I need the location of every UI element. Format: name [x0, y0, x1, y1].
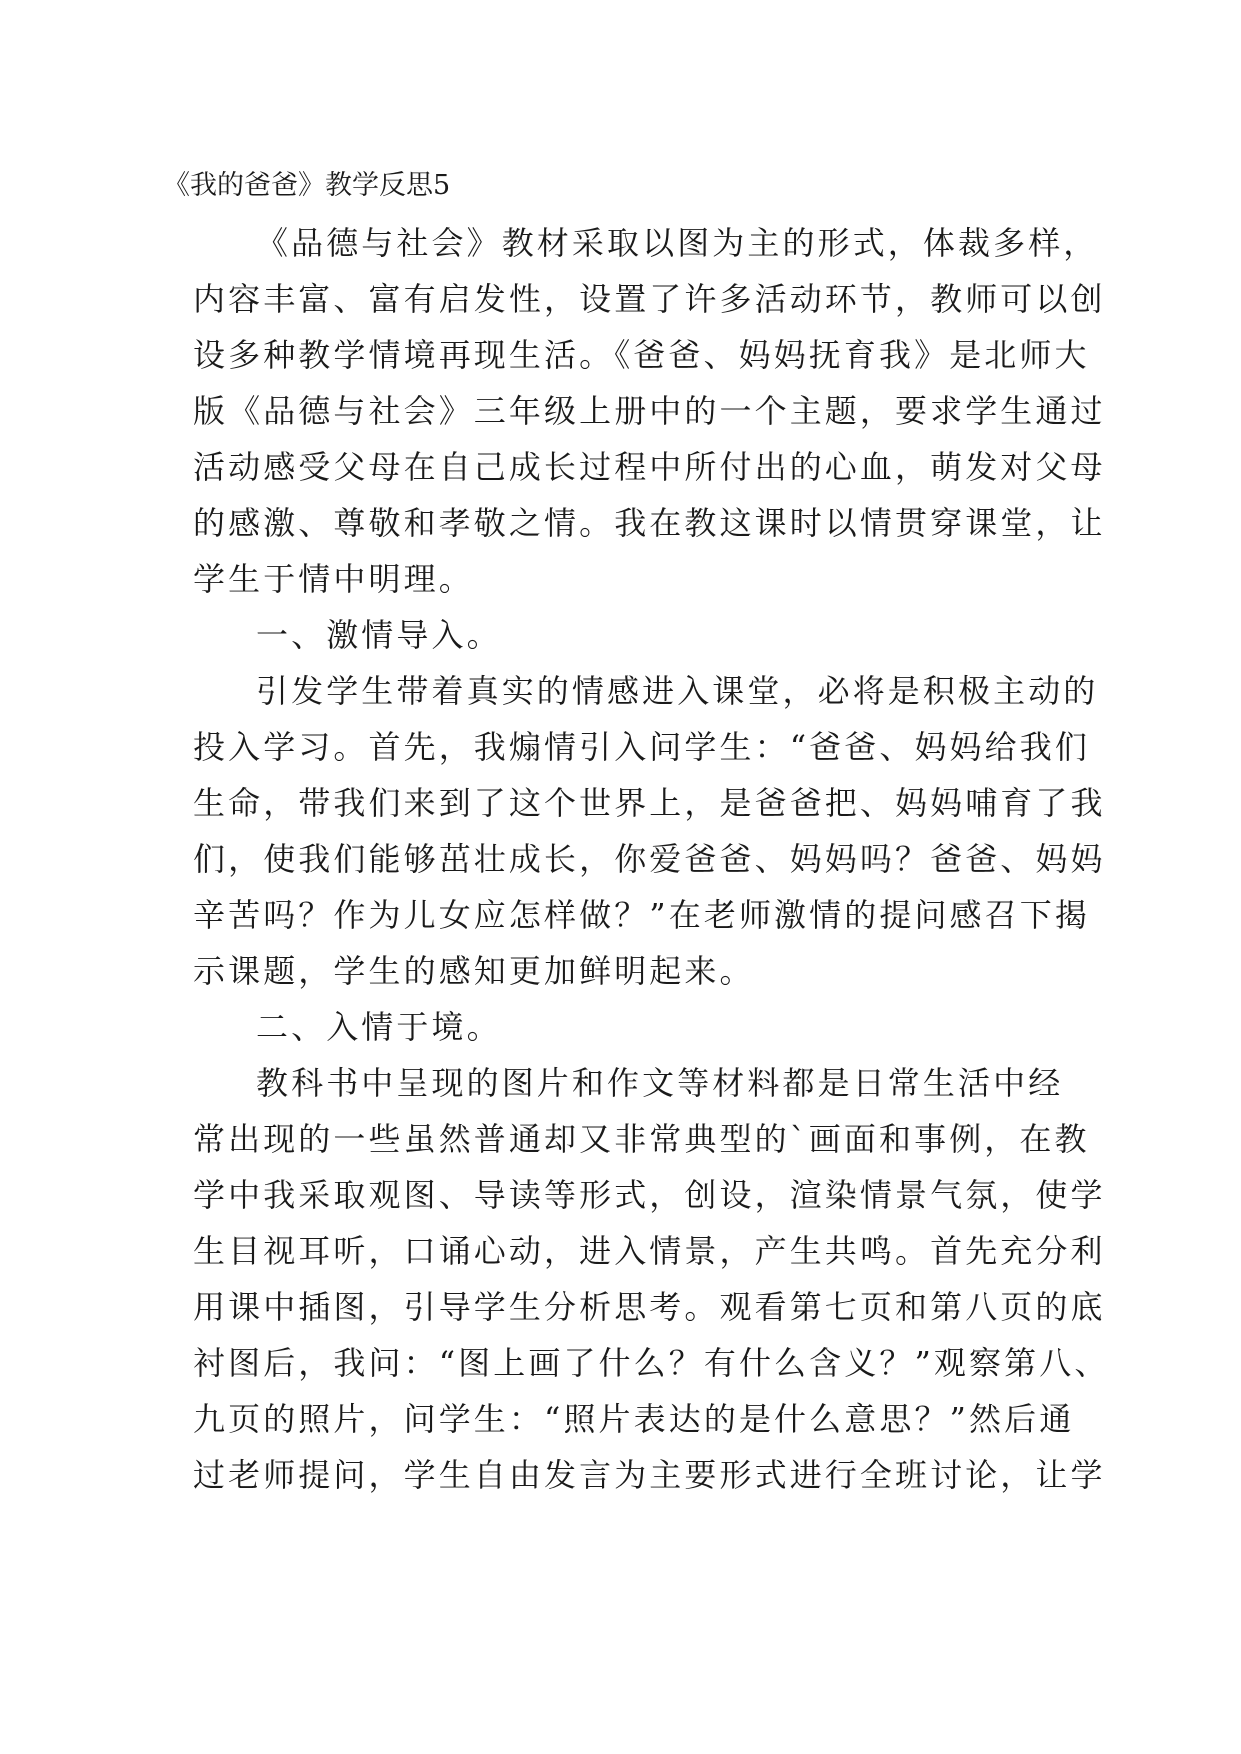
paragraph-line: 内容丰富、富有启发性，设置了许多活动环节，教师可以创: [193, 280, 1106, 318]
document-title: 《我的爸爸》教学反思5: [163, 170, 451, 201]
paragraph-line: 辛苦吗？作为儿女应怎样做？”在老师激情的提问感召下揭: [193, 896, 1090, 934]
paragraph-line: 们，使我们能够茁壮成长，你爱爸爸、妈妈吗？爸爸、妈妈: [193, 840, 1106, 878]
paragraph-line: 活动感受父母在自己成长过程中所付出的心血，萌发对父母: [193, 448, 1106, 486]
paragraph-line: 《品德与社会》教材采取以图为主的形式，体裁多样，: [256, 224, 1099, 262]
paragraph-line: 学生于情中明理。: [193, 560, 474, 598]
paragraph-line: 过老师提问，学生自由发言为主要形式进行全班讨论，让学: [193, 1456, 1106, 1494]
section-heading: 二、入情于境。: [256, 1008, 502, 1046]
paragraph-line: 用课中插图，引导学生分析思考。观看第七页和第八页的底: [193, 1288, 1106, 1326]
paragraph-line: 教科书中呈现的图片和作文等材料都是日常生活中经: [256, 1064, 1064, 1102]
paragraph-line: 设多种教学情境再现生活。《爸爸、妈妈抚育我》是北师大: [193, 336, 1090, 374]
paragraph-line: 引发学生带着真实的情感进入课堂，必将是积极主动的: [256, 672, 1099, 710]
paragraph-line: 生命，带我们来到了这个世界上，是爸爸把、妈妈哺育了我: [193, 784, 1106, 822]
paragraph-line: 生目视耳听，口诵心动，进入情景，产生共鸣。首先充分利: [193, 1232, 1106, 1270]
paragraph-line: 衬图后，我问：“图上画了什么？有什么含义？”观察第八、: [193, 1344, 1110, 1382]
paragraph-line: 的感激、尊敬和孝敬之情。我在教这课时以情贯穿课堂，让: [193, 504, 1106, 542]
section-heading: 一、激情导入。: [256, 616, 502, 654]
paragraph-line: 投入学习。首先，我煽情引入问学生：“爸爸、妈妈给我们: [193, 728, 1090, 766]
paragraph-line: 示课题，学生的感知更加鲜明起来。: [193, 952, 755, 990]
paragraph-line: 版《品德与社会》三年级上册中的一个主题，要求学生通过: [193, 392, 1106, 430]
paragraph-line: 学中我采取观图、导读等形式，创设，渲染情景气氛，使学: [193, 1176, 1106, 1214]
paragraph-line: 常出现的一些虽然普通却又非常典型的`画面和事例，在教: [193, 1120, 1090, 1158]
paragraph-line: 九页的照片，问学生：“照片表达的是什么意思？”然后通: [193, 1400, 1075, 1438]
